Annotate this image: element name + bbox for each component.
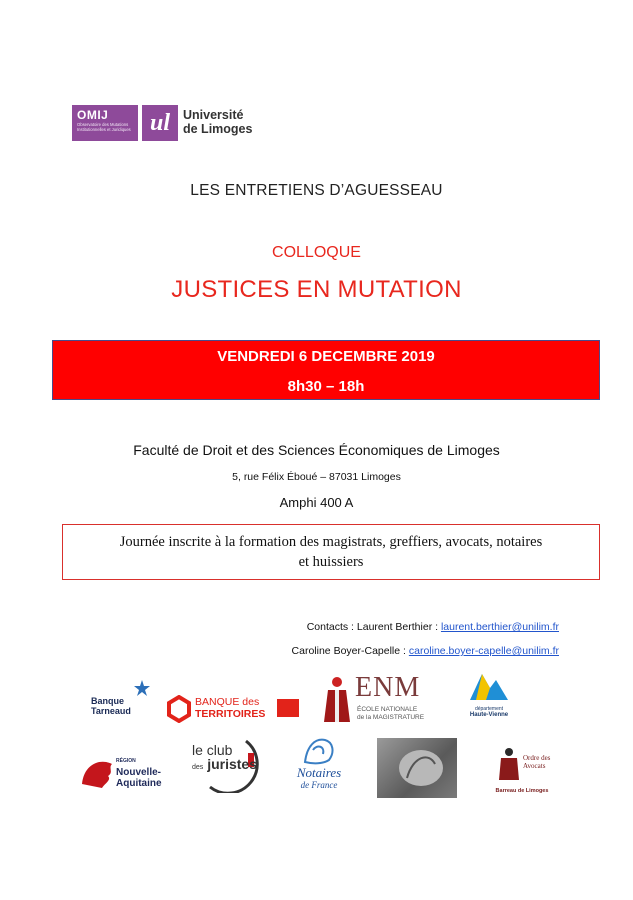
event-title: JUSTICES EN MUTATION xyxy=(171,276,462,303)
enm-title: ENM xyxy=(355,672,421,703)
university-name xyxy=(183,108,252,136)
nouvelle-aquitaine-logo xyxy=(78,752,174,792)
cj-line2: des xyxy=(192,764,204,771)
caisse-depots-icon xyxy=(277,699,299,717)
omij-logo xyxy=(72,105,138,141)
email-link-2[interactable]: caroline.boyer-capelle@unilim.fr xyxy=(408,645,559,657)
date-banner xyxy=(52,340,600,400)
haute-vienne-icon xyxy=(466,672,512,704)
nf-line2: de France xyxy=(300,780,338,790)
university-line1: Université xyxy=(183,108,244,122)
enm-line3: de la MAGISTRATURE xyxy=(357,714,425,721)
av-line3: Barreau de Limoges xyxy=(495,788,549,794)
av-line2: Avocats xyxy=(523,762,546,770)
event-type: COLLOQUE xyxy=(272,244,361,261)
contact-line-1 xyxy=(307,621,559,633)
training-note-line1: Journée inscrite à la formation des magistrats, greffiers, avocats, notaires xyxy=(119,534,543,550)
event-hours: 8h30 – 18h xyxy=(287,378,365,395)
contact-label-1: Contacts : Laurent Berthier : xyxy=(306,621,439,633)
marianne-icon xyxy=(299,734,339,766)
venue-name: Faculté de Droit et des Sciences Économiques de Limoges xyxy=(133,442,500,458)
nf-line1: Notaires xyxy=(296,765,342,780)
plaque-image xyxy=(377,738,457,798)
banque-tarneaud-logo xyxy=(88,678,158,718)
haute-vienne-logo xyxy=(466,672,512,722)
training-note xyxy=(62,524,600,580)
enm-line2: ÉCOLE NATIONALE xyxy=(357,706,418,713)
na-line3: Aquitaine xyxy=(116,778,162,789)
magistrate-figure-icon xyxy=(322,674,352,724)
hv-line2: Haute-Vienne xyxy=(469,712,509,718)
event-series: LES ENTRETIENS D’AGUESSEAU xyxy=(190,182,443,199)
hexagon-icon xyxy=(167,695,191,723)
omij-subtitle: Observatoire des Mutations Institutionnelles et Juridiques xyxy=(77,122,131,132)
omij-title: OMIJ xyxy=(77,108,109,122)
av-line1: Ordre des xyxy=(523,754,551,762)
banque-des-territoires-logo xyxy=(167,693,302,725)
university-line2: de Limoges xyxy=(183,122,253,136)
tarneaud-line2: Tarneaud xyxy=(91,706,131,716)
aguesseau-plaque-photo xyxy=(377,738,457,798)
contact-label-2: Caroline Boyer-Capelle : xyxy=(291,645,406,657)
enm-logo xyxy=(322,672,440,728)
hv-line1: département xyxy=(474,706,504,712)
lion-icon xyxy=(78,754,118,790)
cj-line3: juristes xyxy=(207,756,257,772)
tarneaud-line1: Banque xyxy=(91,696,125,706)
venue-room: Amphi 400 A xyxy=(279,495,354,510)
lawyer-figure-icon xyxy=(497,746,521,782)
email-link-1[interactable]: laurent.berthier@unilim.fr xyxy=(440,621,559,633)
club-des-juristes-logo xyxy=(190,735,266,793)
bdt-line2: TERRITOIRES xyxy=(195,708,266,720)
na-line2: Nouvelle- xyxy=(116,767,162,778)
cj-line1: le club xyxy=(192,742,233,758)
training-note-line2: et huissiers xyxy=(298,554,364,570)
barreau-limoges-logo xyxy=(487,744,557,800)
notaires-de-france-logo xyxy=(282,734,356,794)
event-date: VENDREDI 6 DECEMBRE 2019 xyxy=(217,348,435,365)
venue-address: 5, rue Félix Éboué – 87031 Limoges xyxy=(232,471,401,483)
contact-line-2 xyxy=(292,645,559,657)
bdt-line1: BANQUE des xyxy=(195,696,260,708)
na-line1: RÉGION xyxy=(116,758,136,764)
university-mark: ul xyxy=(142,105,178,141)
